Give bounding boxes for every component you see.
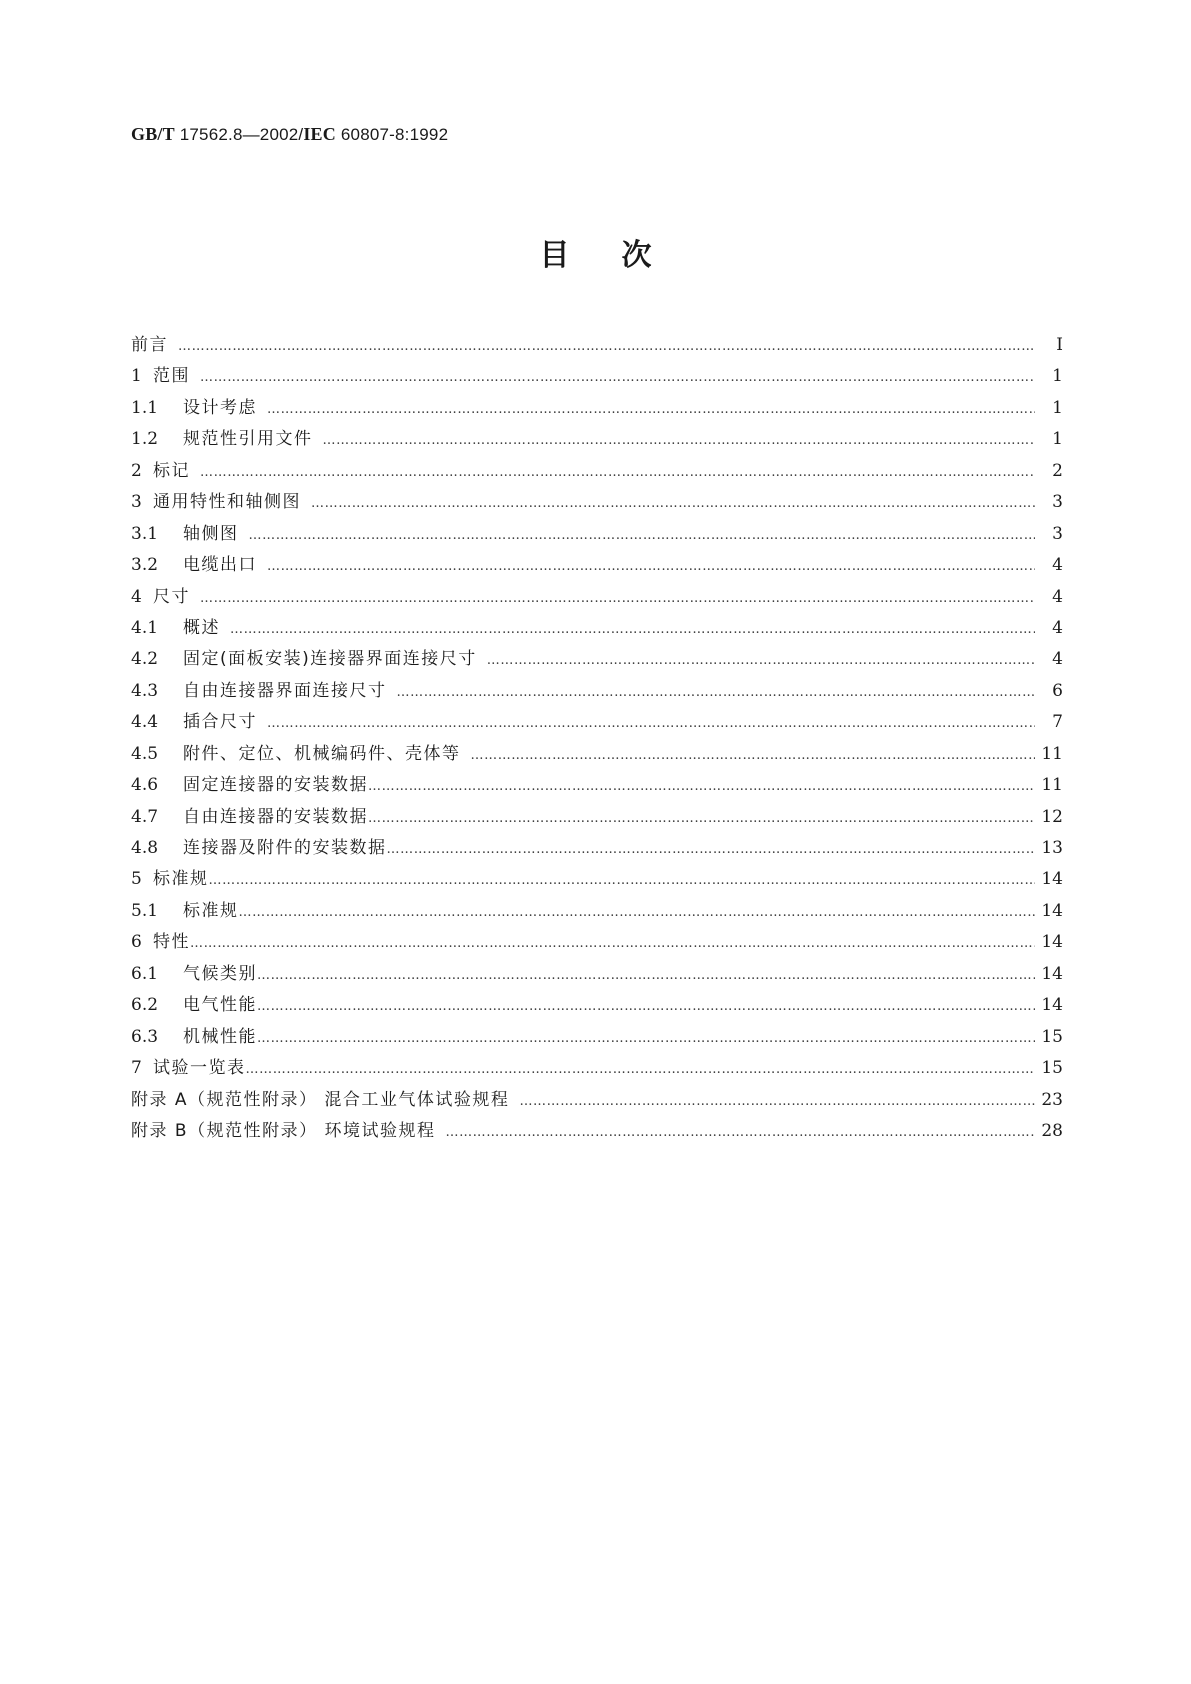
iec-prefix: IEC [303, 124, 336, 144]
toc-label: 气候类别 [183, 963, 257, 984]
toc-page: 7 [1052, 712, 1063, 733]
toc-label: 标记 [153, 460, 190, 481]
toc-page: 23 [1041, 1089, 1063, 1110]
toc-entry[interactable] [131, 739, 1063, 770]
toc-label: 自由连接器界面连接尺寸 [183, 680, 387, 701]
toc-page: 6 [1052, 680, 1063, 701]
toc-leader [257, 968, 1035, 983]
toc-number: 4.7 [131, 806, 159, 827]
toc-label: 特性 [153, 932, 190, 953]
toc-entry[interactable] [131, 613, 1063, 644]
toc-leader [387, 842, 1036, 857]
toc-leader [209, 873, 1036, 888]
toc-entry[interactable] [131, 864, 1063, 895]
toc-leader [368, 811, 1035, 826]
toc-entry[interactable] [131, 959, 1063, 990]
toc-leader [267, 559, 1035, 574]
toc-page: 28 [1041, 1120, 1063, 1141]
toc-entry[interactable] [131, 487, 1063, 518]
toc-number: 7 [131, 1058, 142, 1079]
toc-page: 14 [1041, 900, 1063, 921]
toc-entry[interactable] [131, 644, 1063, 675]
standard-prefix: GB/T [131, 124, 175, 144]
toc-leader [230, 622, 1035, 637]
toc-leader [200, 465, 1035, 480]
toc-entry[interactable] [131, 990, 1063, 1021]
toc-entry[interactable] [131, 393, 1063, 424]
toc-entry[interactable] [131, 707, 1063, 738]
toc-page: 14 [1041, 995, 1063, 1016]
toc-leader [445, 1125, 1035, 1140]
toc-page: 4 [1052, 617, 1063, 638]
toc-entry[interactable] [131, 1085, 1063, 1116]
toc-label: 电缆出口 [183, 555, 257, 576]
toc-label: 尺寸 [153, 586, 190, 607]
toc-entry[interactable] [131, 896, 1063, 927]
toc-number: 6.2 [131, 995, 159, 1016]
toc-leader [368, 779, 1035, 794]
toc-entry[interactable] [131, 456, 1063, 487]
toc-page: 15 [1041, 1026, 1063, 1047]
toc-number: 5 [131, 869, 142, 890]
toc-number: 4.3 [131, 680, 159, 701]
toc-entry[interactable] [131, 1022, 1063, 1053]
toc-page: 4 [1052, 586, 1063, 607]
toc-number: 2 [131, 460, 142, 481]
toc-label: 插合尺寸 [183, 712, 257, 733]
page-title: 目次 [539, 238, 704, 273]
toc-entry[interactable] [131, 1116, 1063, 1147]
toc-leader [471, 748, 1036, 763]
toc-label: 范围 [153, 366, 190, 387]
toc-page: 14 [1041, 963, 1063, 984]
toc-number: 3.1 [131, 523, 159, 544]
toc-label: 通用特性和轴侧图 [153, 492, 301, 513]
toc-label: 轴侧图 [183, 523, 239, 544]
toc-number: 3.2 [131, 555, 159, 576]
toc-page: 1 [1052, 366, 1063, 387]
toc-page: 4 [1052, 555, 1063, 576]
toc-page: 14 [1041, 869, 1063, 890]
toc-leader [257, 1031, 1035, 1046]
toc-page: I [1056, 335, 1063, 355]
toc-page: 3 [1052, 492, 1063, 513]
toc-label: 概述 [183, 617, 220, 638]
toc-entry[interactable] [131, 927, 1063, 958]
toc-label: 规范性引用文件 [183, 429, 313, 450]
toc-leader [267, 716, 1035, 731]
toc-leader [239, 905, 1036, 920]
toc-label: 设计考虑 [183, 397, 257, 418]
toc-number: 4.2 [131, 649, 159, 670]
toc-leader [519, 1094, 1035, 1109]
toc-label: 自由连接器的安装数据 [183, 806, 368, 827]
toc-entry[interactable] [131, 770, 1063, 801]
toc-page: 13 [1041, 838, 1063, 858]
toc-page: 4 [1052, 649, 1063, 670]
toc-entry[interactable] [131, 582, 1063, 613]
toc-page: 12 [1041, 806, 1063, 827]
toc-number: 4.6 [131, 775, 159, 796]
toc-label: 试验一览表 [153, 1058, 246, 1079]
toc-label: 附录 B（规范性附录） 环境试验规程 [131, 1120, 436, 1141]
toc-number: 1.1 [131, 397, 159, 418]
standard-number: 17562.8—2002/ [174, 125, 304, 144]
toc-number: 4.4 [131, 712, 159, 733]
toc-leader [487, 653, 1035, 668]
toc-entry[interactable] [131, 361, 1063, 392]
toc-label: 标准规 [183, 900, 239, 921]
toc-label: 附件、定位、机械编码件、壳体等 [183, 743, 461, 764]
toc-number: 1.2 [131, 429, 159, 450]
toc-entry[interactable] [131, 833, 1063, 864]
toc-number: 6 [131, 932, 142, 953]
table-of-contents [131, 330, 1063, 1147]
toc-entry[interactable] [131, 676, 1063, 707]
toc-page: 14 [1041, 932, 1063, 953]
toc-number: 5.1 [131, 900, 159, 921]
toc-label: 电气性能 [183, 995, 257, 1016]
toc-leader [257, 999, 1035, 1014]
toc-number: 4.5 [131, 743, 159, 764]
toc-leader [311, 496, 1035, 511]
toc-number: 4.8 [131, 838, 159, 858]
toc-entry[interactable] [131, 550, 1063, 581]
iec-number: 60807-8:1992 [335, 125, 449, 144]
toc-page: 1 [1052, 429, 1063, 450]
toc-leader [200, 591, 1035, 606]
toc-leader [323, 433, 1036, 448]
toc-label: 连接器及附件的安装数据 [183, 838, 387, 858]
toc-label: 前言 [131, 335, 168, 355]
toc-number: 3 [131, 492, 142, 513]
toc-entry[interactable] [131, 519, 1063, 550]
toc-leader [200, 370, 1035, 385]
toc-entry[interactable] [131, 1053, 1063, 1084]
toc-leader [178, 339, 1035, 354]
toc-page: 11 [1041, 743, 1063, 764]
toc-number: 6.1 [131, 963, 159, 984]
standard-code [131, 124, 448, 145]
toc-page: 15 [1041, 1058, 1063, 1079]
toc-number: 4.1 [131, 617, 159, 638]
toc-leader [246, 1062, 1036, 1077]
toc-leader [249, 528, 1036, 543]
toc-label: 固定连接器的安装数据 [183, 775, 368, 796]
toc-number: 1 [131, 366, 142, 387]
toc-label: 机械性能 [183, 1026, 257, 1047]
toc-entry[interactable] [131, 802, 1063, 833]
toc-leader [190, 936, 1035, 951]
toc-entry[interactable] [131, 330, 1063, 361]
toc-label: 附录 A（规范性附录） 混合工业气体试验规程 [131, 1089, 510, 1110]
toc-leader [397, 685, 1036, 700]
toc-label: 标准规 [153, 869, 209, 890]
toc-page: 11 [1041, 775, 1063, 796]
toc-label: 固定(面板安装)连接器界面连接尺寸 [183, 649, 477, 670]
toc-entry[interactable] [131, 424, 1063, 455]
toc-number: 4 [131, 586, 142, 607]
toc-leader [267, 402, 1035, 417]
toc-page: 1 [1052, 397, 1063, 418]
toc-number: 6.3 [131, 1026, 159, 1047]
toc-page: 2 [1052, 460, 1063, 481]
toc-page: 3 [1052, 523, 1063, 544]
